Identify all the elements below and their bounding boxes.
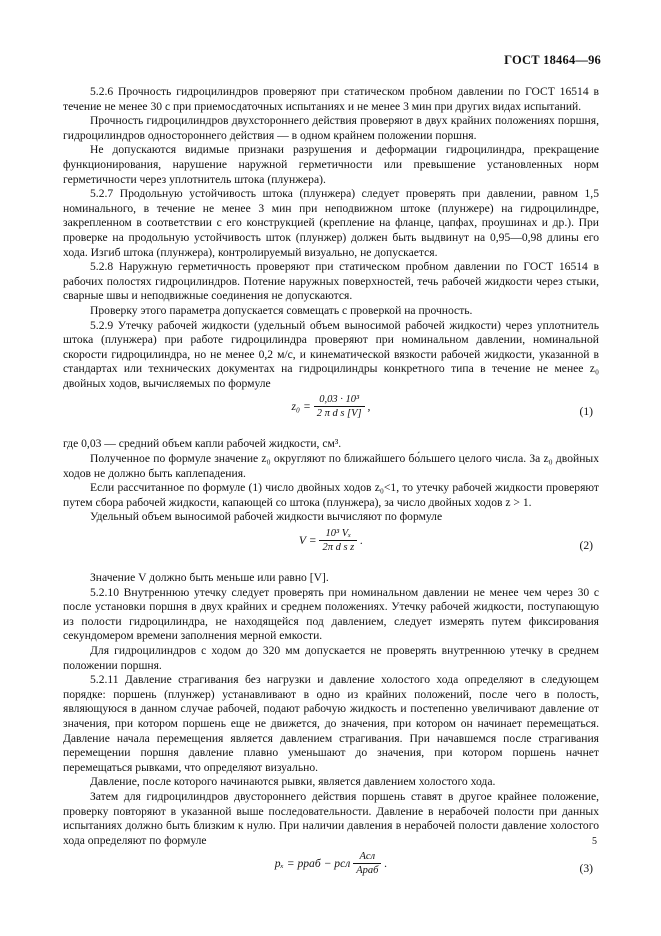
formula-denominator: 2 π d s [V] <box>316 408 362 420</box>
formula-number: (1) <box>579 405 593 419</box>
formula-3 <box>63 850 599 890</box>
paragraph: Удельный объем выносимой рабочей жидкости вычисляют по формуле <box>90 510 443 524</box>
formula-number: (3) <box>579 862 593 876</box>
formula-number: (2) <box>579 539 593 553</box>
paragraph: 5.2.11 Давление страгивания без нагрузки и давление холостого хода определяют в следующем порядке: поршень (плунжер) устанавливают в одно из крайних положений, после чего в полость, являющуюся в данном случае рабочей, подают рабочую жидкость и постепенно увеличивают давление от значения, при котором поршень еще не движется, до значения, при котором он начинает перемещаться. Давление начала перемещения является давлением страгивания. При начавшемся после страгивания перемещении поршня давление плавно уменьшают до значения, при котором поршень начнет перемещаться рывками, что определяют визуально. <box>63 673 599 774</box>
paragraph: 5.2.7 Продольную устойчивость штока (плунжера) следует проверять при давлении, равном 1,5 номинального, в течение не менее 3 мин при неподвижном штоке (плунжере) на гидроцилиндре, закрепленном в соответствии с его конструкцией (крепление на фланце, цапфах, проушинах и др.). При проверке на продольную устойчивость шток (плунжер) должен быть выдвинут на 0,95—0,98 длины его хода. Изгиб штока (плунжера), контролируемый визуально, не допускается. <box>63 187 599 259</box>
paragraph: 5.2.9 Утечку рабочей жидкости (удельный объем выносимой рабочей жидкости) через уплотнитель штока (плунжера) при работе гидроцилиндра проверяют при номинальном давлении, номинальной скорости гидроцилиндра, но не менее 0,2 м/с, и кинематической вязкости рабочей жидкости, указанной в стандартах или технических документах на гидроцилиндры конкретного типа в течение не менее z₀ двойных ходов, вычисляемых по формуле <box>63 318 599 390</box>
paragraph: Полученное по формуле значение z₀ округляют по ближайшего бо́льшего целого числа. За z₀ двойных ходов не должно быть каплепадения. <box>63 452 599 480</box>
paragraph: Проверку этого параметра допускается совмещать с проверкой на прочность. <box>90 303 473 317</box>
paragraph: Давление, после которого начинаются рывки, является давлением холостого хода. <box>90 775 496 789</box>
formula-numerator: 10³ Vₓ <box>319 527 357 541</box>
page-number: 5 <box>592 836 597 847</box>
formula-numerator: 0,03 · 10³ <box>314 393 365 407</box>
formula-2 <box>63 527 599 567</box>
formula-fraction <box>353 850 381 877</box>
document-header: ГОСТ 18464—96 <box>504 53 601 67</box>
formula-numerator: Aсл <box>353 850 381 864</box>
formula-fraction <box>319 527 357 554</box>
formula-1 <box>63 393 599 433</box>
formula-tail: . <box>384 857 388 871</box>
paragraph: где 0,03 — средний объем капли рабочей жидкости, см³. <box>63 437 342 451</box>
paragraph: 5.2.6 Прочность гидроцилиндров проверяют при статическом пробном давлении по ГОСТ 16514 в течение не менее 30 с при приемосдаточных испытаниях и не менее 3 мин при других видах испытаний. <box>63 85 599 113</box>
paragraph: 5.2.10 Внутреннюю утечку следует проверять при номинальном давлении не менее чем через 30 с после установки поршня в двух крайних и среднем положениях. Утечку рабочей жидкости, поступающую из полости гидроцилиндра, не находящейся под давлением, следует измерять путем фиксирования секундомером времени заполнения мерной емкости. <box>63 585 599 643</box>
formula-lhs: V = <box>298 534 317 548</box>
paragraph: Если рассчитанное по формуле (1) число двойных ходов z₀<1, то утечку рабочей жидкости проверяют путем сбора рабочей жидкости, капающей со штока (плунжера), за число двойных ходов z > 1. <box>63 481 599 509</box>
paragraph: Для гидроцилиндров с ходом до 320 мм допускается не проверять внутреннюю утечку в среднем положении поршня. <box>63 644 599 672</box>
formula-lhs: pₓ = pраб − pсл <box>274 857 351 871</box>
formula-fraction <box>314 393 365 420</box>
formula-tail: , <box>367 400 371 414</box>
paragraph: Прочность гидроцилиндров двухстороннего действия проверяют в двух крайних положениях поршня, гидроцилиндров одностороннего действия — в одном крайнем положении поршня. <box>63 114 599 142</box>
formula-denominator: 2π d s z <box>322 542 355 554</box>
paragraph: Значение V должно быть меньше или равно [V]. <box>90 571 329 585</box>
formula-lhs: z₀ = <box>291 400 311 414</box>
formula-denominator: Aраб <box>356 865 379 877</box>
document-body <box>63 85 599 894</box>
paragraph: Не допускаются видимые признаки разрушения и деформации гидроцилиндра, прекращение функционирования, нарушение наружной герметичности или превышение установленных норм герметичности через уплотнитель штока (плунжера). <box>63 143 599 186</box>
paragraph: 5.2.8 Наружную герметичность проверяют при статическом пробном давлении по ГОСТ 16514 в рабочих полостях гидроцилиндров. Потение наружных поверхностей, течь рабочей жидкости через стыки, сварные швы и неподвижные соединения не допускаются. <box>63 260 599 303</box>
paragraph: Затем для гидроцилиндров двустороннего действия поршень ставят в другое крайнее положение, проверку повторяют в указанной выше последовательности. Давление в нерабочей полости при данных испытаниях должно быть близким к нулю. При наличии давления в нерабочей полости давление холостого хода определяют по формуле <box>63 789 599 847</box>
formula-tail: . <box>360 534 364 548</box>
